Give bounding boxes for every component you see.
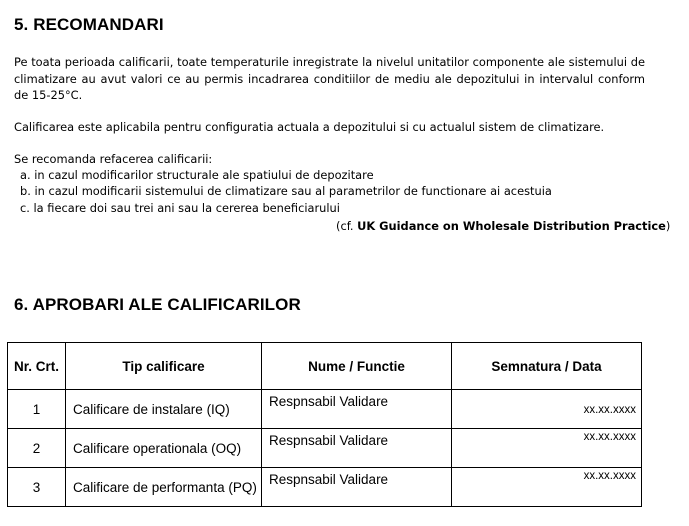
citation-suffix: ) (665, 219, 671, 233)
cell-semnatura-text: xx.xx.xxxx (583, 431, 636, 443)
paragraph-applicability: Calificarea este aplicabila pentru configuratia actuala a depozitului si cu actualul sistem de climatizare. (14, 120, 605, 134)
cell-tip: Calificare operationala (OQ) (66, 429, 262, 468)
table-row (8, 390, 642, 429)
table-row (8, 468, 642, 507)
cell-nr: 1 (8, 390, 66, 429)
header-semnatura: Semnatura / Data (452, 343, 642, 390)
cell-semnatura (452, 429, 642, 468)
cell-semnatura-text: xx.xx.xxxx (583, 470, 636, 482)
cell-nr: 2 (8, 429, 66, 468)
cell-nume (262, 429, 452, 468)
approvals-table (7, 342, 642, 507)
paragraph-temperatures: Pe toata perioada calificarii, toate temperaturile inregistrate la nivelul unitatilor componente ale sistemului de climatizare au avut valori ce au permis incadrarea conditiilor de mediu ale depozitului in intervalul conform de 15-25°C. (14, 55, 645, 102)
cell-nume (262, 390, 452, 429)
recommendation-intro: Se recomanda refacerea calificarii: (14, 152, 213, 166)
citation-source: UK Guidance on Wholesale Distribution Practice (357, 219, 666, 233)
citation-prefix: (cf. (336, 219, 358, 233)
list-item: a. in cazul modificarilor structurale ale spatiului de depozitare (20, 168, 374, 182)
cell-tip: Calificare de instalare (IQ) (66, 390, 262, 429)
header-nume: Nume / Functie (262, 343, 452, 390)
citation (336, 219, 670, 233)
section-6-title: 6. APROBARI ALE CALIFICARILOR (14, 295, 301, 314)
cell-nume (262, 468, 452, 507)
table-header-row (8, 343, 642, 390)
cell-semnatura (452, 390, 642, 429)
cell-semnatura (452, 468, 642, 507)
cell-nume-text: Respnsabil Validare (269, 433, 389, 448)
section-5-title: 5. RECOMANDARI (14, 15, 164, 34)
list-item: b. in cazul modificarii sistemului de climatizare sau al parametrilor de functionare ai acestuia (20, 184, 552, 198)
header-nr: Nr. Crt. (8, 343, 66, 390)
header-tip: Tip calificare (66, 343, 262, 390)
cell-tip: Calificare de performanta (PQ) (66, 468, 262, 507)
cell-semnatura-text: xx.xx.xxxx (583, 404, 636, 416)
cell-nume-text: Respnsabil Validare (269, 394, 389, 409)
cell-nr: 3 (8, 468, 66, 507)
cell-nume-text: Respnsabil Validare (269, 472, 389, 487)
table-row (8, 429, 642, 468)
list-item: c. la fiecare doi sau trei ani sau la cererea beneficiarului (20, 201, 340, 215)
